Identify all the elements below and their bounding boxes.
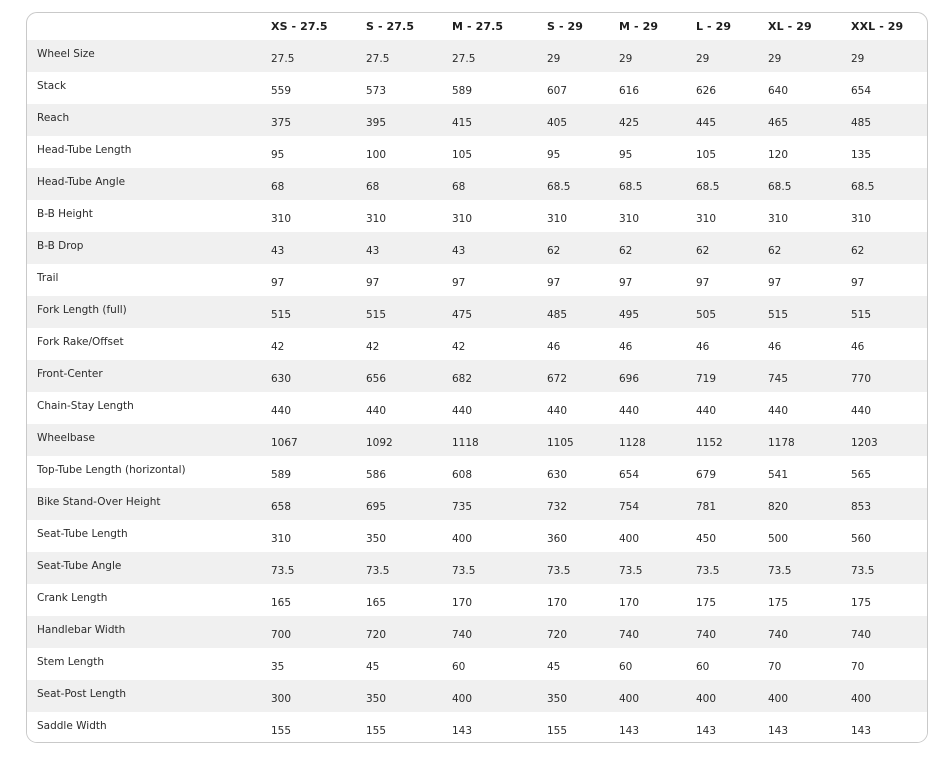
table-cell: 853 [851, 500, 872, 513]
table-cell: 515 [768, 308, 789, 321]
table-cell: 1128 [619, 436, 646, 449]
table-cell: 143 [696, 724, 717, 737]
table-cell: 745 [768, 372, 789, 385]
table-row [26, 200, 928, 232]
table-cell: 68.5 [768, 180, 792, 193]
table-cell: 700 [271, 628, 292, 641]
table-cell: 415 [452, 116, 473, 129]
table-cell: 29 [619, 52, 633, 65]
table-cell: 485 [851, 116, 872, 129]
row-label: Handlebar Width [37, 623, 126, 636]
column-header-4: M - 29 [619, 20, 659, 33]
table-cell: 60 [619, 660, 633, 673]
table-row [26, 712, 928, 743]
table-cell: 672 [547, 372, 568, 385]
table-cell: 155 [366, 724, 387, 737]
table-cell: 740 [452, 628, 473, 641]
table-header [26, 13, 928, 40]
row-label: Bike Stand-Over Height [37, 495, 161, 508]
row-label: Fork Rake/Offset [37, 335, 124, 348]
table-cell: 720 [547, 628, 568, 641]
table-row [26, 488, 928, 520]
table-cell: 400 [452, 692, 473, 705]
table-cell: 155 [547, 724, 568, 737]
table-cell: 589 [271, 468, 292, 481]
table-cell: 43 [271, 244, 285, 257]
table-row [26, 456, 928, 488]
table-cell: 559 [271, 84, 292, 97]
row-label: Crank Length [37, 591, 108, 604]
table-cell: 310 [271, 532, 292, 545]
table-cell: 43 [366, 244, 380, 257]
row-label: B-B Height [37, 207, 93, 220]
table-row [26, 648, 928, 680]
table-cell: 143 [452, 724, 473, 737]
table-cell: 607 [547, 84, 568, 97]
table-cell: 175 [768, 596, 789, 609]
table-cell: 310 [271, 212, 292, 225]
table-cell: 573 [366, 84, 387, 97]
table-cell: 350 [366, 692, 387, 705]
table-cell: 29 [547, 52, 561, 65]
table-cell: 165 [271, 596, 292, 609]
table-cell: 630 [271, 372, 292, 385]
table-cell: 1152 [696, 436, 723, 449]
table-cell: 97 [768, 276, 782, 289]
table-cell: 400 [619, 532, 640, 545]
table-cell: 165 [366, 596, 387, 609]
row-label: Seat-Tube Length [37, 527, 128, 540]
row-label: Saddle Width [37, 719, 107, 732]
table-cell: 310 [619, 212, 640, 225]
table-cell: 46 [547, 340, 561, 353]
table-cell: 740 [768, 628, 789, 641]
table-cell: 73.5 [547, 564, 571, 577]
table-cell: 505 [696, 308, 717, 321]
table-cell: 62 [547, 244, 561, 257]
table-cell: 73.5 [366, 564, 390, 577]
table-cell: 73.5 [271, 564, 295, 577]
table-cell: 682 [452, 372, 473, 385]
table-cell: 45 [547, 660, 561, 673]
table-cell: 143 [619, 724, 640, 737]
table-cell: 440 [452, 404, 473, 417]
table-cell: 400 [768, 692, 789, 705]
table-cell: 43 [452, 244, 466, 257]
table-cell: 400 [696, 692, 717, 705]
table-row [26, 296, 928, 328]
table-cell: 696 [619, 372, 640, 385]
table-cell: 46 [619, 340, 633, 353]
table-cell: 62 [619, 244, 633, 257]
table-cell: 515 [366, 308, 387, 321]
table-cell: 97 [452, 276, 466, 289]
table-row [26, 232, 928, 264]
table-cell: 450 [696, 532, 717, 545]
table-row [26, 40, 928, 72]
table-cell: 68.5 [547, 180, 571, 193]
table-cell: 400 [619, 692, 640, 705]
table-cell: 589 [452, 84, 473, 97]
table-cell: 732 [547, 500, 568, 513]
table-cell: 350 [547, 692, 568, 705]
table-row [26, 264, 928, 296]
column-header-3: S - 29 [547, 20, 584, 33]
table-cell: 820 [768, 500, 789, 513]
table-cell: 465 [768, 116, 789, 129]
table-row [26, 680, 928, 712]
table-cell: 97 [619, 276, 633, 289]
table-cell: 616 [619, 84, 640, 97]
table-cell: 350 [366, 532, 387, 545]
row-label: Wheel Size [37, 47, 95, 60]
table-row [26, 136, 928, 168]
table-cell: 35 [271, 660, 285, 673]
table-cell: 440 [696, 404, 717, 417]
table-row [26, 168, 928, 200]
table-cell: 105 [452, 148, 473, 161]
table-cell: 68 [452, 180, 466, 193]
table-cell: 754 [619, 500, 640, 513]
table-cell: 515 [851, 308, 872, 321]
table-cell: 656 [366, 372, 387, 385]
table-cell: 29 [851, 52, 865, 65]
table-cell: 135 [851, 148, 872, 161]
row-label: Seat-Post Length [37, 687, 126, 700]
row-label: Reach [37, 111, 70, 124]
table-cell: 1178 [768, 436, 795, 449]
table-row [26, 520, 928, 552]
table-cell: 170 [619, 596, 640, 609]
table-cell: 73.5 [619, 564, 643, 577]
table-cell: 143 [851, 724, 872, 737]
table-cell: 100 [366, 148, 387, 161]
column-header-6: XL - 29 [768, 20, 812, 33]
table-cell: 73.5 [452, 564, 476, 577]
table-body [26, 40, 928, 743]
table-cell: 695 [366, 500, 387, 513]
row-label: Top-Tube Length (horizontal) [37, 463, 186, 476]
table-cell: 440 [619, 404, 640, 417]
table-cell: 46 [768, 340, 782, 353]
table-row [26, 584, 928, 616]
table-cell: 740 [619, 628, 640, 641]
table-cell: 1092 [366, 436, 393, 449]
table-cell: 395 [366, 116, 387, 129]
row-label: Trail [37, 271, 59, 284]
table-cell: 515 [271, 308, 292, 321]
table-cell: 68 [271, 180, 285, 193]
table-cell: 1203 [851, 436, 878, 449]
table-cell: 143 [768, 724, 789, 737]
table-cell: 97 [271, 276, 285, 289]
table-cell: 42 [452, 340, 466, 353]
table-cell: 658 [271, 500, 292, 513]
table-cell: 735 [452, 500, 473, 513]
table-cell: 27.5 [271, 52, 295, 65]
table-cell: 740 [696, 628, 717, 641]
table-cell: 68.5 [696, 180, 720, 193]
row-label: Stack [37, 79, 67, 92]
table-cell: 719 [696, 372, 717, 385]
table-cell: 640 [768, 84, 789, 97]
table-cell: 310 [768, 212, 789, 225]
table-cell: 720 [366, 628, 387, 641]
table-cell: 440 [768, 404, 789, 417]
row-label: Front-Center [37, 367, 103, 380]
table-cell: 1067 [271, 436, 298, 449]
table-cell: 45 [366, 660, 380, 673]
table-cell: 175 [696, 596, 717, 609]
row-label: Fork Length (full) [37, 303, 127, 316]
table-cell: 475 [452, 308, 473, 321]
table-cell: 300 [271, 692, 292, 705]
table-cell: 95 [271, 148, 285, 161]
table-cell: 42 [271, 340, 285, 353]
table-cell: 1118 [452, 436, 479, 449]
table-cell: 70 [768, 660, 782, 673]
table-cell: 68 [366, 180, 380, 193]
table-cell: 440 [271, 404, 292, 417]
row-label: Wheelbase [37, 431, 95, 444]
table-cell: 97 [366, 276, 380, 289]
table-cell: 310 [452, 212, 473, 225]
table-row [26, 616, 928, 648]
row-label: Stem Length [37, 655, 105, 668]
row-label: Seat-Tube Angle [37, 559, 122, 572]
column-header-2: M - 27.5 [452, 20, 504, 33]
table-cell: 73.5 [696, 564, 720, 577]
table-row [26, 360, 928, 392]
table-cell: 608 [452, 468, 473, 481]
table-cell: 375 [271, 116, 292, 129]
table-cell: 310 [851, 212, 872, 225]
table-cell: 68.5 [619, 180, 643, 193]
table-cell: 630 [547, 468, 568, 481]
table-cell: 62 [696, 244, 710, 257]
table-cell: 73.5 [851, 564, 875, 577]
table-cell: 97 [696, 276, 710, 289]
row-label: Chain-Stay Length [37, 399, 134, 412]
table-cell: 405 [547, 116, 568, 129]
table-row [26, 328, 928, 360]
column-header-7: XXL - 29 [851, 20, 904, 33]
table-cell: 445 [696, 116, 717, 129]
table-cell: 310 [696, 212, 717, 225]
table-cell: 400 [452, 532, 473, 545]
table-cell: 46 [851, 340, 865, 353]
geometry-table-container [26, 12, 928, 743]
table-cell: 46 [696, 340, 710, 353]
geometry-table [26, 13, 928, 743]
table-cell: 97 [547, 276, 561, 289]
table-cell: 541 [768, 468, 789, 481]
column-header-5: L - 29 [696, 20, 732, 33]
table-cell: 68.5 [851, 180, 875, 193]
table-cell: 781 [696, 500, 717, 513]
table-row [26, 424, 928, 456]
table-cell: 62 [768, 244, 782, 257]
table-cell: 95 [547, 148, 561, 161]
table-cell: 400 [851, 692, 872, 705]
table-cell: 654 [851, 84, 872, 97]
table-cell: 27.5 [366, 52, 390, 65]
column-header-1: S - 27.5 [366, 20, 415, 33]
row-label: B-B Drop [37, 239, 84, 252]
table-cell: 679 [696, 468, 717, 481]
table-cell: 29 [768, 52, 782, 65]
table-cell: 310 [547, 212, 568, 225]
table-cell: 29 [696, 52, 710, 65]
table-row [26, 392, 928, 424]
table-cell: 60 [696, 660, 710, 673]
table-cell: 440 [547, 404, 568, 417]
table-cell: 95 [619, 148, 633, 161]
table-cell: 654 [619, 468, 640, 481]
table-cell: 485 [547, 308, 568, 321]
table-cell: 170 [547, 596, 568, 609]
table-row [26, 552, 928, 584]
table-cell: 440 [366, 404, 387, 417]
table-row [26, 72, 928, 104]
table-cell: 495 [619, 308, 640, 321]
table-cell: 42 [366, 340, 380, 353]
table-row [26, 104, 928, 136]
table-cell: 586 [366, 468, 387, 481]
row-label: Head-Tube Angle [37, 175, 126, 188]
table-cell: 310 [366, 212, 387, 225]
table-cell: 170 [452, 596, 473, 609]
table-cell: 1105 [547, 436, 574, 449]
table-cell: 27.5 [452, 52, 476, 65]
table-cell: 70 [851, 660, 865, 673]
table-cell: 120 [768, 148, 789, 161]
table-cell: 440 [851, 404, 872, 417]
table-cell: 73.5 [768, 564, 792, 577]
table-cell: 155 [271, 724, 292, 737]
table-cell: 626 [696, 84, 717, 97]
table-cell: 565 [851, 468, 872, 481]
table-cell: 105 [696, 148, 717, 161]
table-cell: 360 [547, 532, 568, 545]
header-corner-cell [26, 13, 271, 40]
header-row [26, 13, 928, 40]
table-cell: 175 [851, 596, 872, 609]
table-cell: 500 [768, 532, 789, 545]
table-cell: 740 [851, 628, 872, 641]
row-label: Head-Tube Length [37, 143, 132, 156]
column-header-0: XS - 27.5 [271, 20, 328, 33]
table-cell: 770 [851, 372, 872, 385]
table-cell: 60 [452, 660, 466, 673]
table-cell: 560 [851, 532, 872, 545]
table-cell: 62 [851, 244, 865, 257]
table-cell: 97 [851, 276, 865, 289]
table-cell: 425 [619, 116, 640, 129]
